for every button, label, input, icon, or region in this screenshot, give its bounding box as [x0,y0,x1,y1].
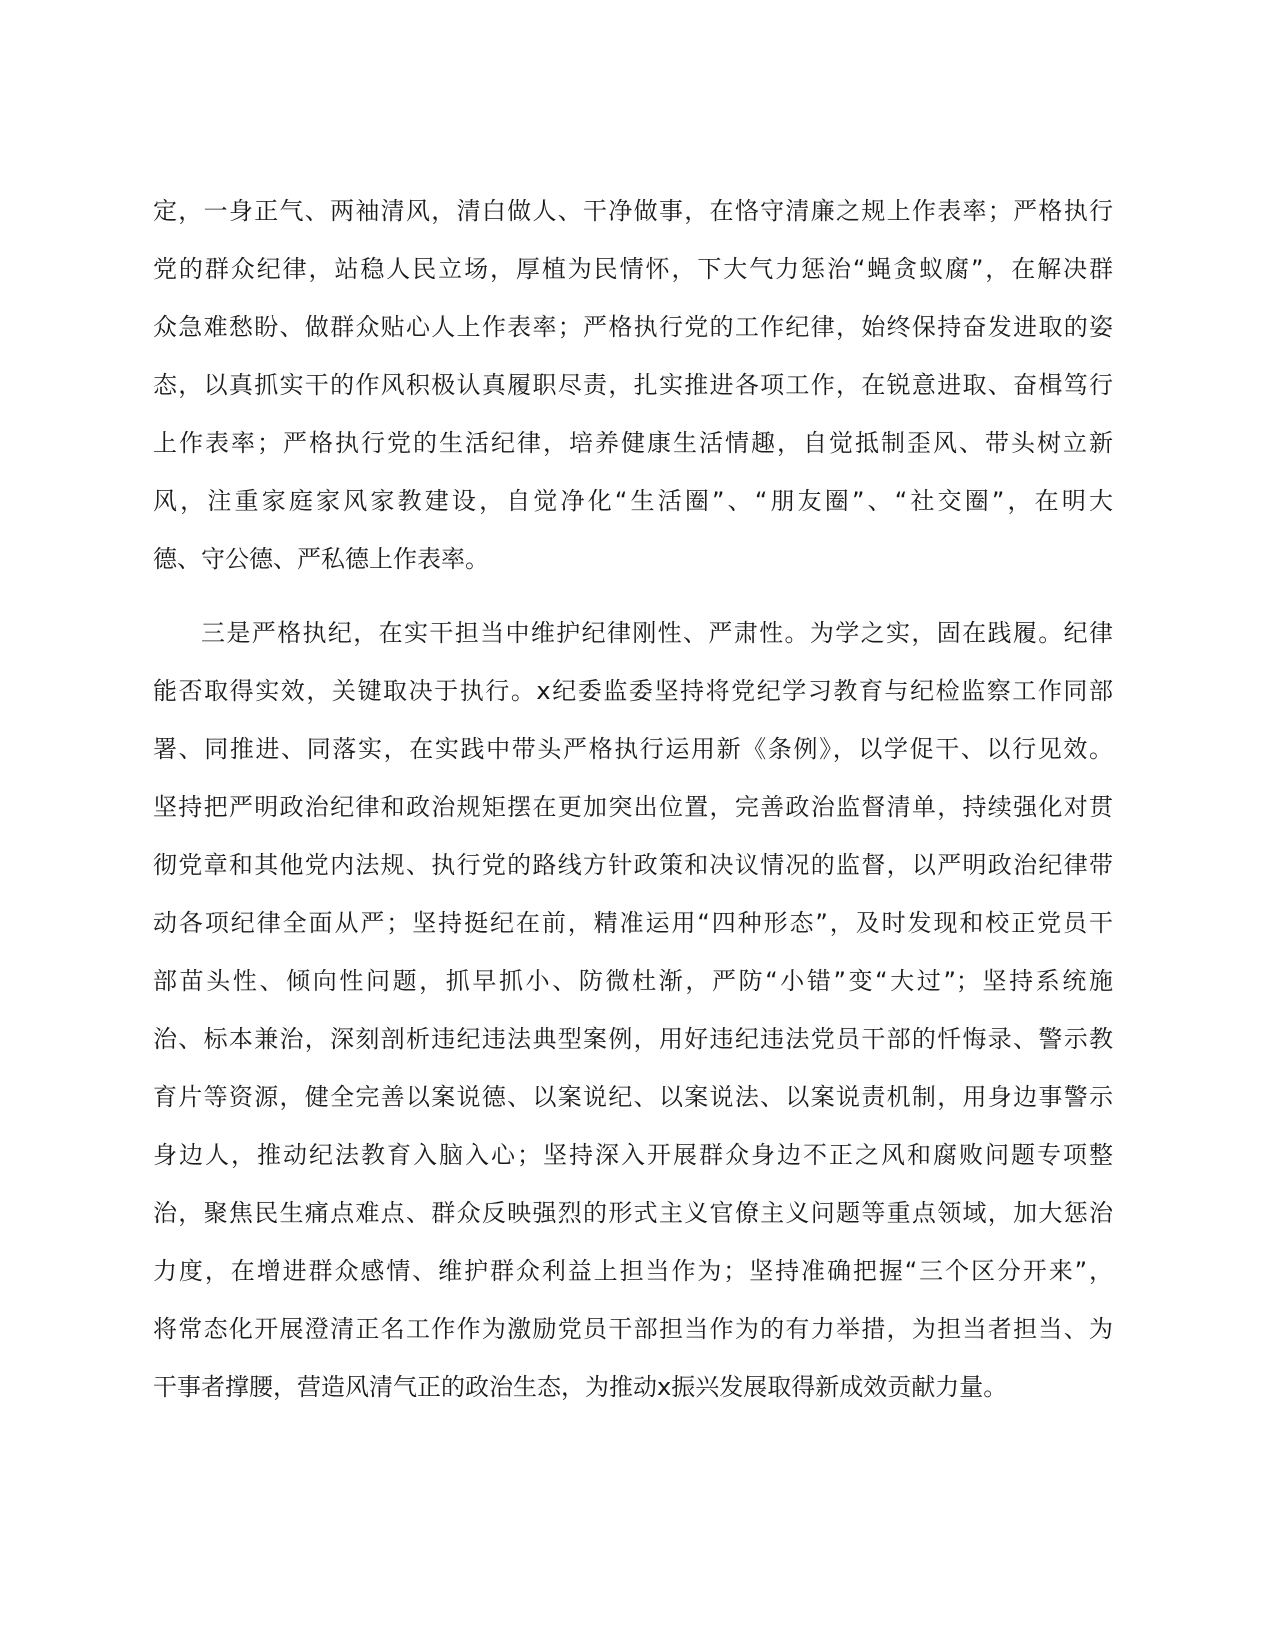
paragraph-line: 动各项纪律全面从严；坚持挺纪在前，精准运用“四种形态”，及时发现和校正党员干 [153,909,1113,937]
paragraph-line: 身边人，推动纪法教育入脑入心；坚持深入开展群众身边不正之风和腐败问题专项整 [153,1141,1113,1169]
paragraph-line: 风，注重家庭家风家教建设，自觉净化“生活圈”、“朋友圈”、“社交圈”，在明大 [153,487,1113,515]
paragraph-line: 三是严格执纪，在实干担当中维护纪律刚性、严肃性。为学之实，固在践履。纪律 [201,619,1113,647]
paragraph-spacer [153,588,1113,604]
paragraph-2 [153,604,1113,1416]
paragraph-line: 坚持把严明政治纪律和政治规矩摆在更加突出位置，完善政治监督清单，持续强化对贯 [153,793,1113,821]
paragraph-line: 上作表率；严格执行党的生活纪律，培养健康生活情趣，自觉抵制歪风、带头树立新 [153,429,1113,457]
paragraph-line: 态，以真抓实干的作风积极认真履职尽责，扎实推进各项工作，在锐意进取、奋楫笃行 [153,371,1113,399]
paragraph-line: 署、同推进、同落实，在实践中带头严格执行运用新《条例》，以学促干、以行见效。 [153,735,1113,763]
paragraph-line: 治，聚焦民生痛点难点、群众反映强烈的形式主义官僚主义问题等重点领域，加大惩治 [153,1199,1113,1227]
paragraph-line: 定，一身正气、两袖清风，清白做人、干净做事，在恪守清廉之规上作表率；严格执行 [153,197,1113,225]
paragraph-line: 干事者撑腰，营造风清气正的政治生态，为推动x振兴发展取得新成效贡献力量。 [153,1373,1008,1401]
paragraph-line: 力度，在增进群众感情、维护群众利益上担当作为；坚持准确把握“三个区分开来”， [153,1257,1113,1285]
paragraph-line: 将常态化开展澄清正名工作作为激励党员干部担当作为的有力举措，为担当者担当、为 [153,1315,1113,1343]
paragraph-line: 彻党章和其他党内法规、执行党的路线方针政策和决议情况的监督，以严明政治纪律带 [153,851,1113,879]
paragraph-line: 部苗头性、倾向性问题，抓早抓小、防微杜渐，严防“小错”变“大过”；坚持系统施 [153,967,1113,995]
paragraph-line: 治、标本兼治，深刻剖析违纪违法典型案例，用好违纪违法党员干部的忏悔录、警示教 [153,1025,1113,1053]
document-body [153,182,1113,1416]
paragraph-line: 众急难愁盼、做群众贴心人上作表率；严格执行党的工作纪律，始终保持奋发进取的姿 [153,313,1113,341]
paragraph-line: 德、守公德、严私德上作表率。 [153,545,489,573]
paragraph-line: 育片等资源，健全完善以案说德、以案说纪、以案说法、以案说责机制，用身边事警示 [153,1083,1113,1111]
paragraph-line: 能否取得实效，关键取决于执行。x纪委监委坚持将党纪学习教育与纪检监察工作同部 [153,677,1113,705]
paragraph-1 [153,182,1113,588]
paragraph-line: 党的群众纪律，站稳人民立场，厚植为民情怀，下大气力惩治“蝇贪蚁腐”，在解决群 [153,255,1113,283]
